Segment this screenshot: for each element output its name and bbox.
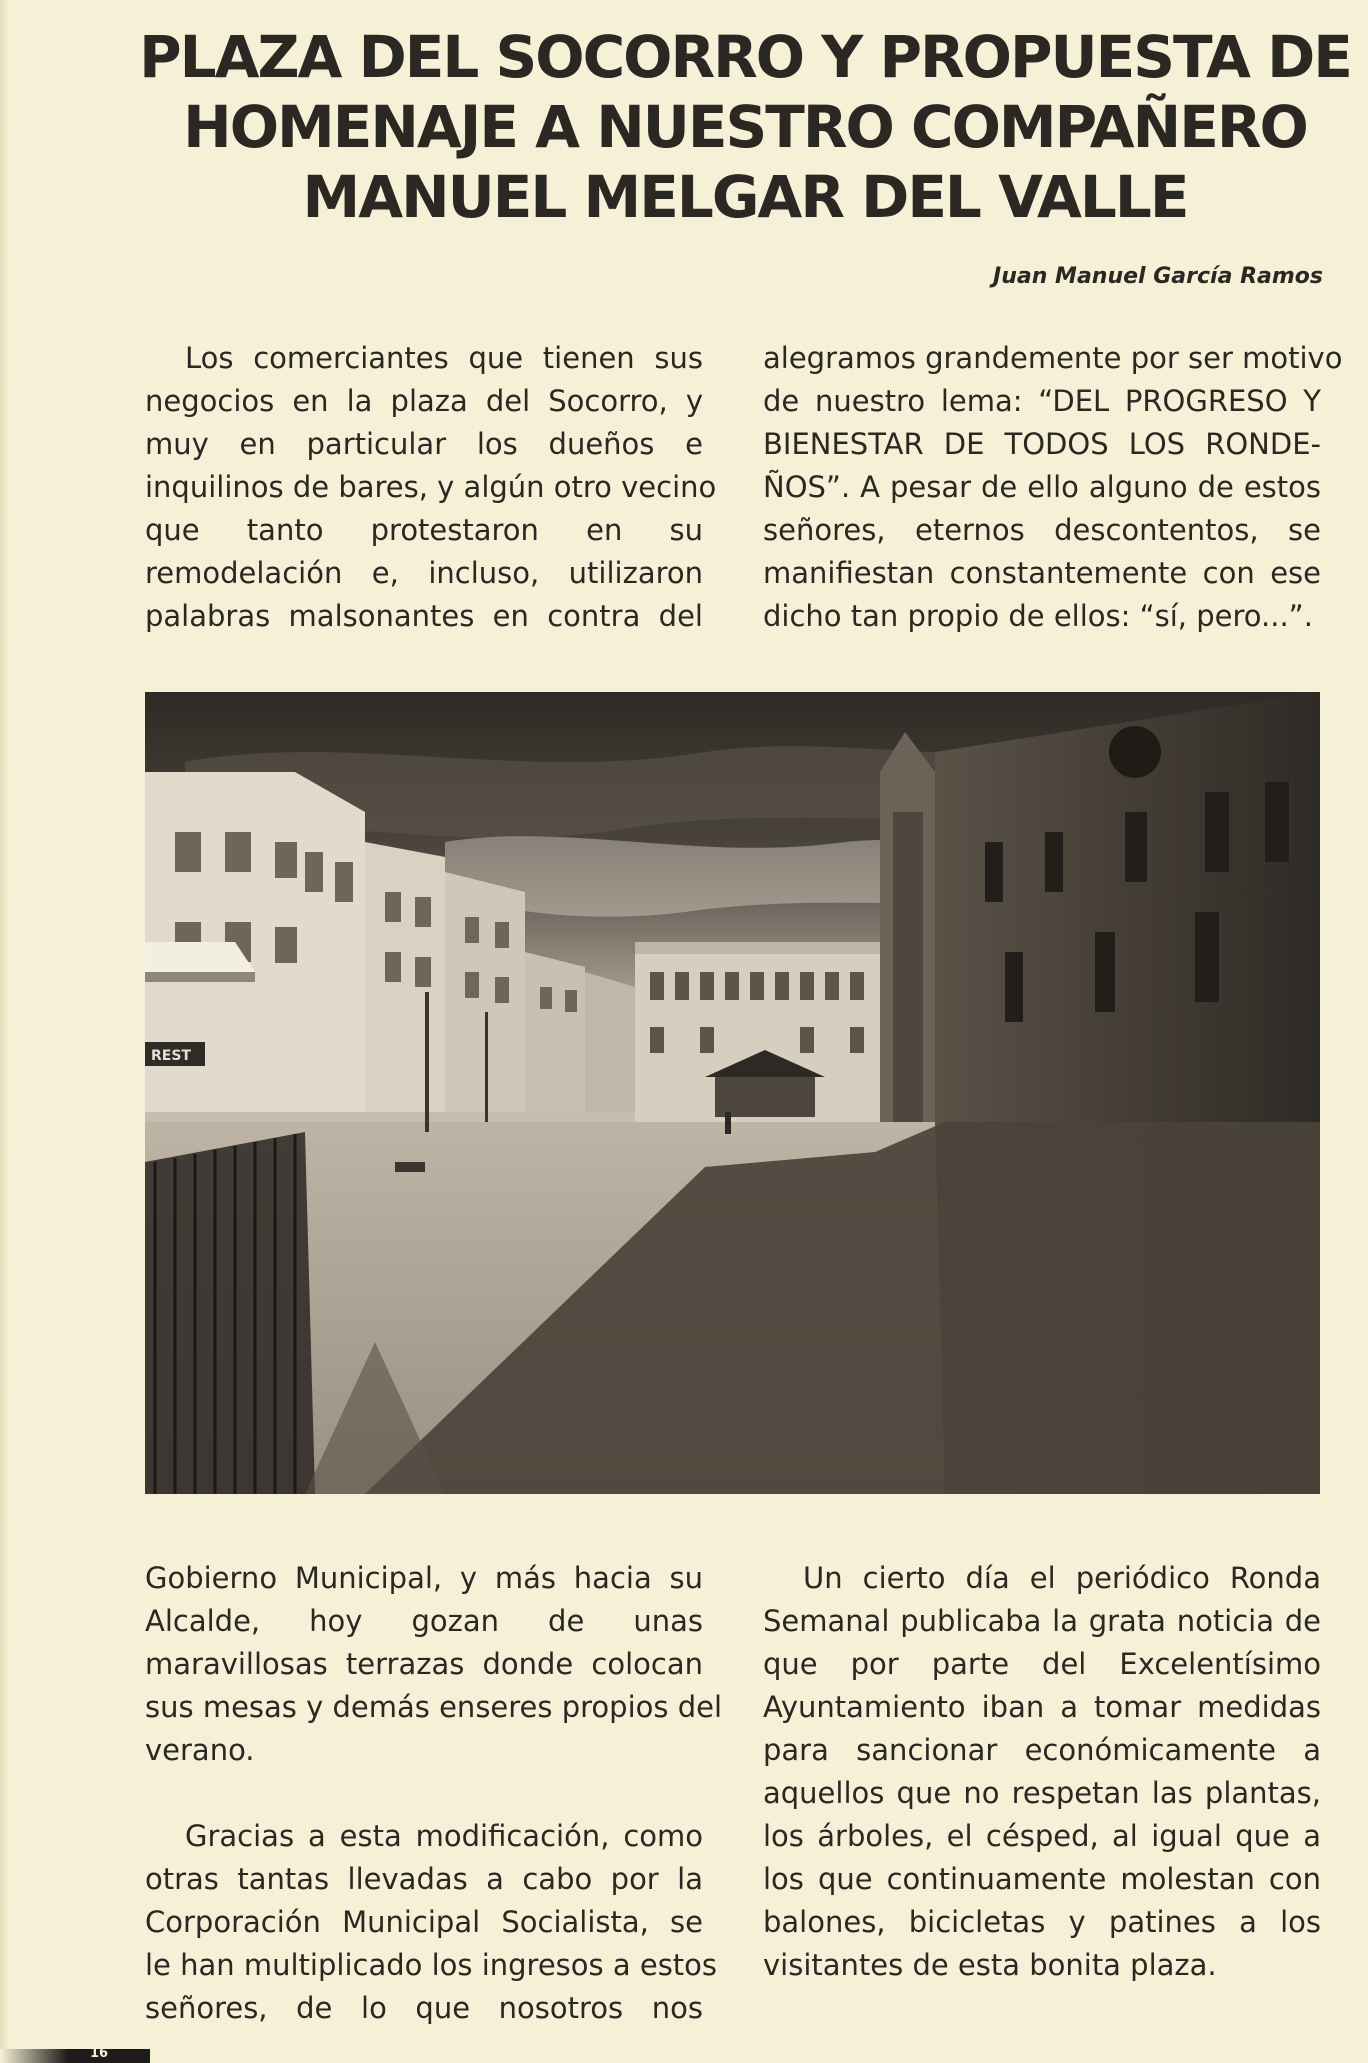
- text-line: señores, eternos descontentos, se: [763, 513, 1321, 547]
- title-line: HOMENAJE A NUESTRO COMPAÑERO: [183, 93, 1307, 161]
- text-line: señores, de lo que nosotros nos: [145, 1991, 703, 2025]
- text-line: maravillosas terrazas donde colocan: [145, 1647, 703, 1681]
- text-line: palabras malsonantes en contra del: [145, 599, 703, 633]
- text-line: sus mesas y demás enseres propios del: [145, 1690, 722, 1724]
- text-line: Gobierno Municipal, y más hacia su: [145, 1561, 703, 1595]
- text-line: alegramos grandemente por ser motivo: [763, 341, 1343, 375]
- text-line: Semanal publicaba la grata noticia de: [763, 1604, 1321, 1638]
- author-byline: Juan Manuel García Ramos: [993, 264, 1323, 289]
- text-line: manifiestan constantemente con ese: [763, 556, 1321, 590]
- page-number: 16: [90, 2046, 109, 2061]
- shop-sign-text: REST: [151, 1048, 191, 1064]
- text-line: visitantes de esta bonita plaza.: [763, 1948, 1217, 1982]
- text-line: Un cierto día el periódico Ronda: [803, 1561, 1321, 1595]
- text-line: los árboles, el césped, al igual que a: [763, 1819, 1321, 1853]
- page-edge-shadow: [0, 0, 10, 2063]
- article-title: [130, 22, 1360, 232]
- text-line: otras tantas llevadas a cabo por la: [145, 1862, 703, 1896]
- text-line: inquilinos de bares, y algún otro vecino: [145, 470, 717, 504]
- text-line: balones, bicicletas y patines a los: [763, 1905, 1321, 1939]
- plaza-photo: [145, 692, 1320, 1494]
- text-line: Ayuntamiento iban a tomar medidas: [763, 1690, 1321, 1724]
- text-line: ÑOS”. A pesar de ello alguno de estos: [763, 470, 1321, 504]
- text-line: verano.: [145, 1733, 255, 1767]
- title-line: PLAZA DEL SOCORRO Y PROPUESTA DE: [139, 23, 1351, 91]
- footer-bar: [0, 2049, 150, 2063]
- paragraph-gap: [145, 1772, 703, 1815]
- text-column-4: [763, 1557, 1321, 1987]
- text-column-3: [145, 1557, 722, 2030]
- text-column-2: [763, 337, 1343, 638]
- text-line: aquellos que no respetan las plantas,: [763, 1776, 1321, 1810]
- text-line: que tanto protestaron en su: [145, 513, 703, 547]
- text-line: BIENESTAR DE TODOS LOS RONDE-: [763, 427, 1321, 461]
- text-line: Gracias a esta modificación, como: [185, 1819, 703, 1853]
- text-line: Los comerciantes que tienen sus: [185, 341, 703, 375]
- title-line: MANUEL MELGAR DEL VALLE: [302, 163, 1188, 231]
- text-line: Alcalde, hoy gozan de unas: [145, 1604, 703, 1638]
- text-line: le han multiplicado los ingresos a estos: [145, 1948, 718, 1982]
- text-line: negocios en la plaza del Socorro, y: [145, 384, 703, 418]
- text-line: muy en particular los dueños e: [145, 427, 703, 461]
- text-line: que por parte del Excelentísimo: [763, 1647, 1321, 1681]
- text-line: los que continuamente molestan con: [763, 1862, 1321, 1896]
- text-line: remodelación e, incluso, utilizaron: [145, 556, 703, 590]
- text-column-1: [145, 337, 717, 638]
- text-line: de nuestro lema: “DEL PROGRESO Y: [763, 384, 1321, 418]
- text-line: Corporación Municipal Socialista, se: [145, 1905, 703, 1939]
- text-line: para sancionar económicamente a: [763, 1733, 1321, 1767]
- text-line: dicho tan propio de ellos: “sí, pero...”.: [763, 599, 1313, 633]
